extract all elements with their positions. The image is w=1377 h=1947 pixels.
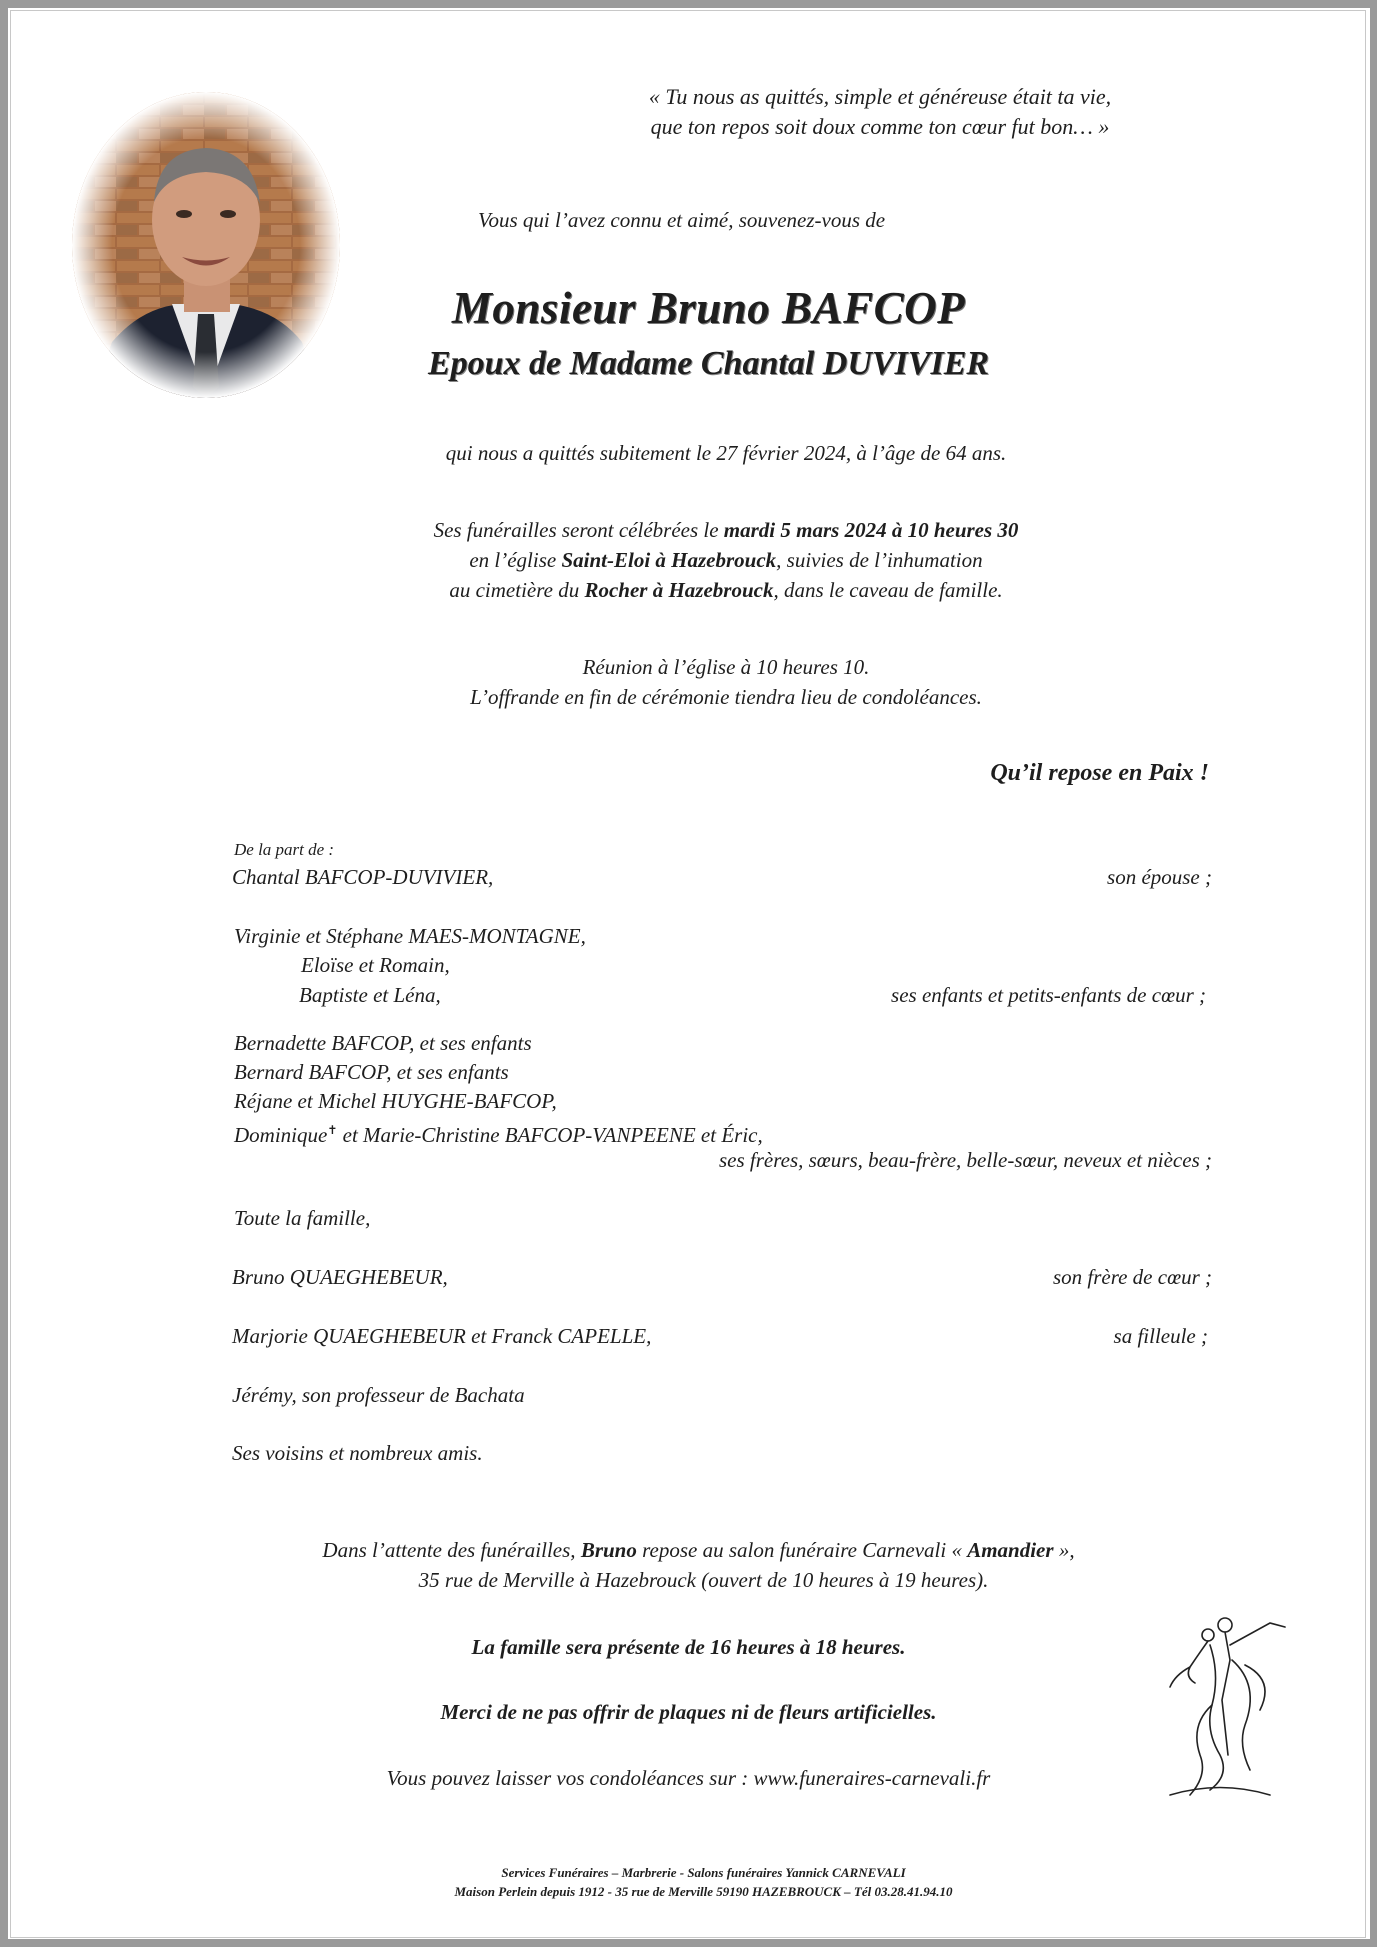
viewing-line-1-pre: Dans l’attente des funérailles, bbox=[322, 1538, 581, 1562]
remember-intro: Vous qui l’avez connu et aimé, souvenez-vous de bbox=[478, 208, 886, 232]
family-row-goddaughter bbox=[232, 1321, 1212, 1351]
deceased-name: Monsieur Bruno BAFCOP bbox=[451, 283, 966, 333]
viewing-name: Bruno bbox=[580, 1538, 637, 1562]
family-row-siblings bbox=[232, 1145, 1212, 1175]
epigraph bbox=[560, 82, 1200, 142]
on-behalf-label: De la part de : bbox=[234, 840, 335, 859]
epigraph-line-2: que ton repos soit doux comme ton cœur fut bon… » bbox=[650, 114, 1110, 139]
no-plaques-notice: Merci de ne pas offrir de plaques ni de fleurs artificielles. bbox=[440, 1700, 937, 1724]
viewing-line-1-post: », bbox=[1053, 1538, 1075, 1562]
siblings-line-4-a: Dominique bbox=[234, 1123, 328, 1147]
funeral-line-3-pre: au cimetière du bbox=[449, 578, 585, 602]
death-notice: qui nous a quittés subitement le 27 février 2024, à l’âge de 64 ans. bbox=[445, 441, 1007, 465]
family-row-wife bbox=[232, 862, 1212, 892]
viewing-line-1-mid: repose au salon funéraire Carnevali « bbox=[636, 1538, 968, 1562]
deceased-spouse: Epoux de Madame Chantal DUVIVIER bbox=[427, 345, 990, 382]
children-role: ses enfants et petits-enfants de cœur ; bbox=[891, 983, 1206, 1007]
deceased-cross-icon: ✝ bbox=[327, 1123, 338, 1137]
whole-family: Toute la famille, bbox=[234, 1206, 371, 1230]
funeral-line-3-post: , dans le caveau de famille. bbox=[773, 578, 1003, 602]
meeting-line-2: L’offrande en fin de cérémonie tiendra lieu de condoléances. bbox=[470, 685, 982, 709]
siblings-role: ses frères, sœurs, beau-frère, belle-sœur, neveux et nièces ; bbox=[719, 1148, 1212, 1172]
wife-name: Chantal BAFCOP-DUVIVIER, bbox=[232, 865, 494, 889]
salon-name: Amandier bbox=[967, 1538, 1054, 1562]
wife-role: son épouse ; bbox=[1107, 865, 1212, 889]
heart-brother-name: Bruno QUAEGHEBEUR, bbox=[232, 1265, 448, 1289]
funeral-line-1-text: Ses funérailles seront célébrées le bbox=[433, 518, 724, 542]
goddaughter-role: sa filleule ; bbox=[1113, 1324, 1208, 1348]
siblings-line-2: Bernard BAFCOP, et ses enfants bbox=[234, 1060, 509, 1084]
family-present: La famille sera présente de 16 heures à 18 heures. bbox=[471, 1635, 906, 1659]
heart-brother-role: son frère de cœur ; bbox=[1052, 1265, 1212, 1289]
funeral-line-2 bbox=[0, 545, 1377, 575]
goddaughter-name: Marjorie QUAEGHEBEUR et Franck CAPELLE, bbox=[232, 1324, 652, 1348]
siblings-line-4-b: et Marie-Christine BAFCOP-VANPEENE et Éric, bbox=[337, 1123, 763, 1147]
children-line-1: Virginie et Stéphane MAES-MONTAGNE, bbox=[234, 924, 586, 948]
viewing-line-2: 35 rue de Merville à Hazebrouck (ouvert de 10 heures à 19 heures). bbox=[418, 1568, 989, 1592]
funeral-line-3 bbox=[0, 575, 1377, 605]
cemetery-name: Rocher à Hazebrouck bbox=[584, 578, 774, 602]
children-line-3: Baptiste et Léna, bbox=[299, 983, 441, 1007]
footer-line-1: Services Funéraires – Marbrerie - Salons funéraires Yannick CARNEVALI bbox=[501, 1865, 906, 1880]
family-row-children bbox=[232, 980, 1212, 1010]
friends: Ses voisins et nombreux amis. bbox=[232, 1441, 483, 1465]
siblings-line-1: Bernadette BAFCOP, et ses enfants bbox=[234, 1031, 532, 1055]
rest-in-peace: Qu’il repose en Paix ! bbox=[990, 760, 1209, 786]
viewing-line-1 bbox=[0, 1535, 1377, 1565]
children-line-2: Eloïse et Romain, bbox=[301, 953, 450, 977]
funeral-date: mardi 5 mars 2024 à 10 heures 30 bbox=[723, 518, 1019, 542]
funeral-line-1 bbox=[0, 515, 1377, 545]
condolences-website: Vous pouvez laisser vos condoléances sur : www.funeraires-carnevali.fr bbox=[386, 1766, 991, 1790]
siblings-line-3: Réjane et Michel HUYGHE-BAFCOP, bbox=[234, 1089, 557, 1113]
church-name: Saint-Eloi à Hazebrouck bbox=[561, 548, 777, 572]
family-row-heart-brother bbox=[232, 1262, 1212, 1292]
funeral-line-2-post: , suivies de l’inhumation bbox=[776, 548, 983, 572]
funeral-line-2-pre: en l’église bbox=[469, 548, 562, 572]
teacher: Jérémy, son professeur de Bachata bbox=[232, 1383, 525, 1407]
meeting-line-1: Réunion à l’église à 10 heures 10. bbox=[582, 655, 870, 679]
footer-line-2: Maison Perlein depuis 1912 - 35 rue de Merville 59190 HAZEBROUCK – Tél 03.28.41.94.10 bbox=[454, 1884, 953, 1899]
dancing-couple-icon bbox=[1150, 1605, 1300, 1805]
epigraph-line-1: « Tu nous as quittés, simple et généreuse était ta vie, bbox=[648, 84, 1112, 109]
